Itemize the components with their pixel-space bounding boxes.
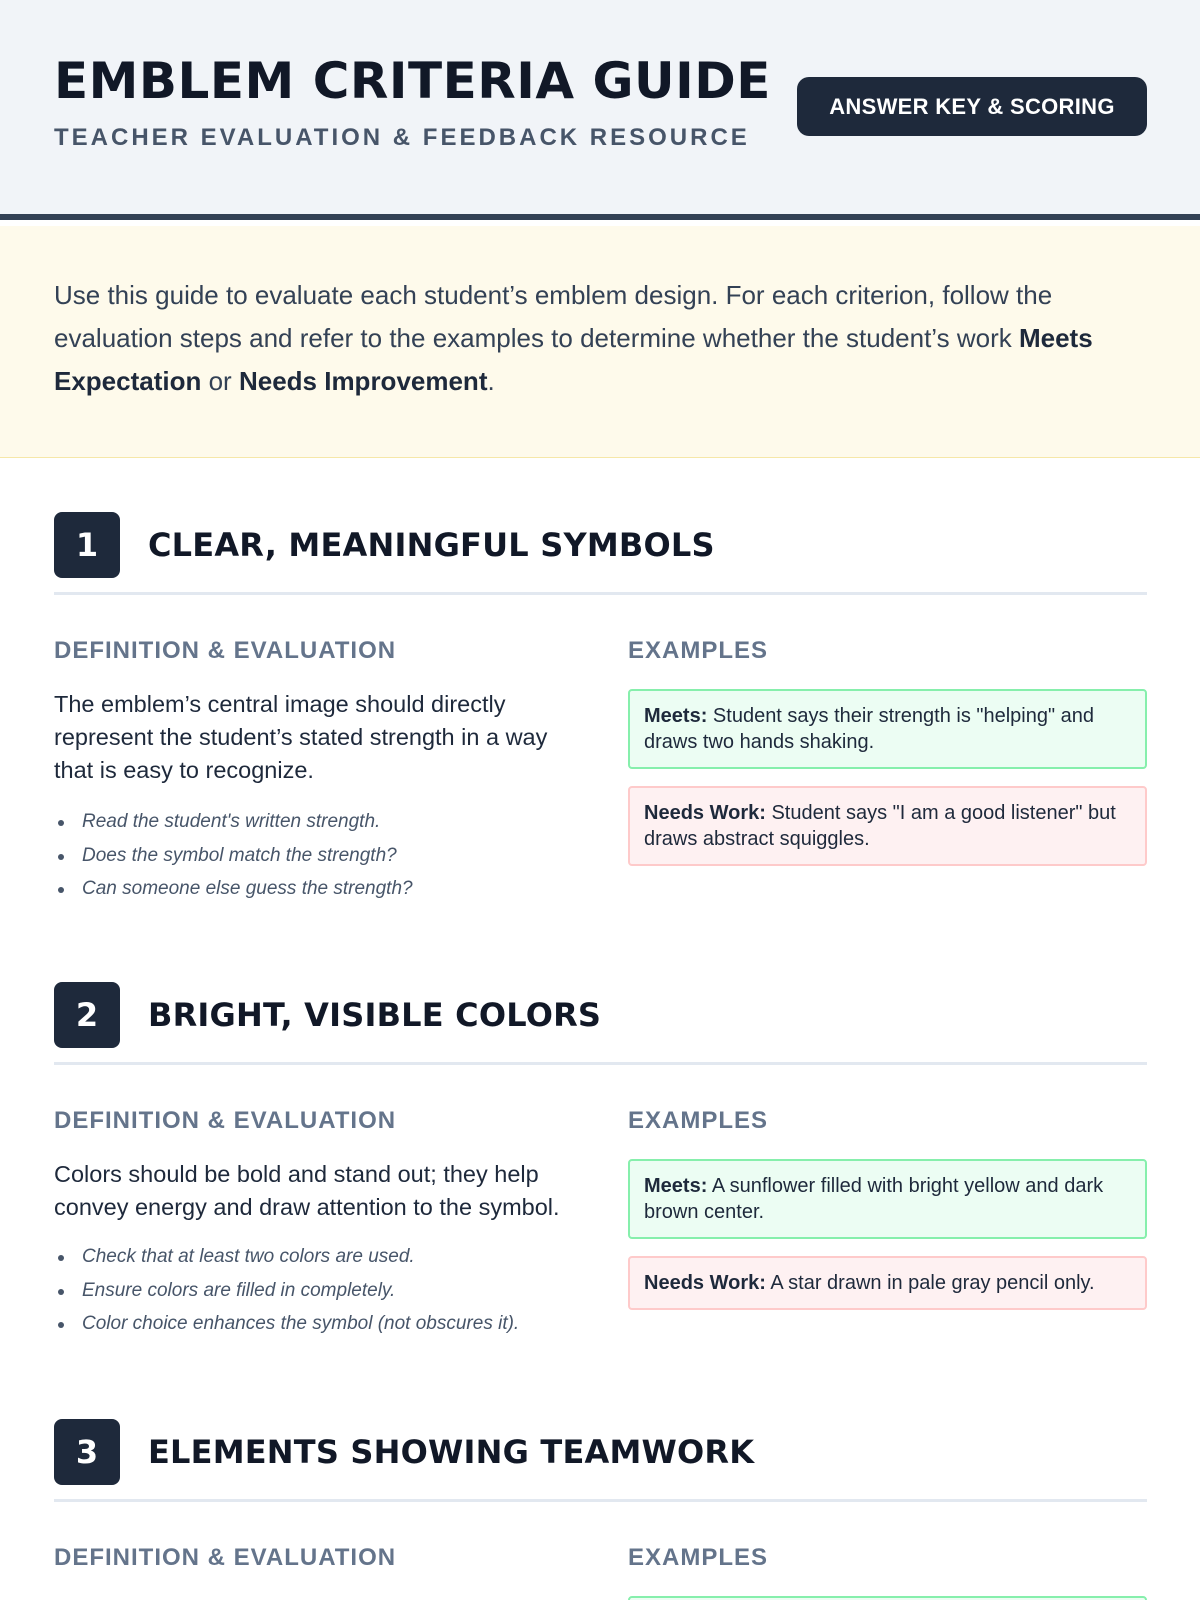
page-header xyxy=(0,0,1200,220)
meets-example: Meets: Student says their strength is "helping" and draws two hands shaking. xyxy=(628,689,1147,769)
evaluation-step: Does the symbol match the strength? xyxy=(54,839,594,873)
evaluation-step: Check that at least two colors are used. xyxy=(54,1240,594,1274)
definition-heading: DEFINITION & EVALUATION xyxy=(54,637,397,664)
evaluation-step: Ensure colors are filled in completely. xyxy=(54,1274,594,1308)
examples-heading: EXAMPLES xyxy=(628,637,769,664)
criterion-title: CLEAR, MEANINGFUL SYMBOLS xyxy=(148,526,715,564)
examples-heading: EXAMPLES xyxy=(628,1544,769,1571)
section-divider xyxy=(54,592,1147,595)
intro-banner xyxy=(0,226,1200,458)
evaluation-step: Color choice enhances the symbol (not obscures it). xyxy=(54,1307,594,1341)
needs-term: Needs Improvement xyxy=(238,366,488,396)
definition-text: Colors should be bold and stand out; they help convey energy and draw attention to the symbol. xyxy=(54,1161,560,1220)
criterion-2 xyxy=(54,982,1147,1342)
section-divider xyxy=(54,1499,1147,1502)
criterion-number-badge: 3 xyxy=(54,1419,120,1485)
page-title: EMBLEM CRITERIA GUIDE xyxy=(54,52,771,110)
needs-work-example: Needs Work: A star drawn in pale gray pencil only. xyxy=(628,1256,1147,1310)
criterion-title: BRIGHT, VISIBLE COLORS xyxy=(148,996,602,1034)
intro-text: Use this guide to evaluate each student’s emblem design. For each criterion, follow the evaluation steps and refer to the examples to determine whether the student’s work Meets Expectation or Needs Improvement. xyxy=(54,280,1093,396)
examples-heading: EXAMPLES xyxy=(628,1107,769,1134)
definition-heading: DEFINITION & EVALUATION xyxy=(54,1544,397,1571)
criterion-number-badge: 1 xyxy=(54,512,120,578)
evaluation-steps xyxy=(54,805,594,906)
meets-term: Meets Expectation xyxy=(54,323,1093,396)
needs-work-example: Needs Work: Student says "I am a good listener" but draws abstract squiggles. xyxy=(628,786,1147,866)
answer-key-badge: ANSWER KEY & SCORING xyxy=(797,77,1147,136)
definition-text: The emblem’s central image should directly represent the student’s stated strength in a way that is easy to recognize. xyxy=(54,691,548,783)
criterion-3 xyxy=(54,1419,1147,1600)
evaluation-step: Read the student's written strength. xyxy=(54,805,594,839)
meets-example: Meets: A sunflower filled with bright yellow and dark brown center. xyxy=(628,1159,1147,1239)
definition-heading: DEFINITION & EVALUATION xyxy=(54,1107,397,1134)
criterion-1 xyxy=(54,512,1147,912)
page-subtitle: TEACHER EVALUATION & FEEDBACK RESOURCE xyxy=(54,124,750,151)
meets-example xyxy=(628,1596,1147,1600)
evaluation-steps xyxy=(54,1240,594,1341)
section-divider xyxy=(54,1062,1147,1065)
evaluation-step: Can someone else guess the strength? xyxy=(54,872,594,906)
criterion-number-badge: 2 xyxy=(54,982,120,1048)
criterion-title: ELEMENTS SHOWING TEAMWORK xyxy=(148,1433,755,1471)
